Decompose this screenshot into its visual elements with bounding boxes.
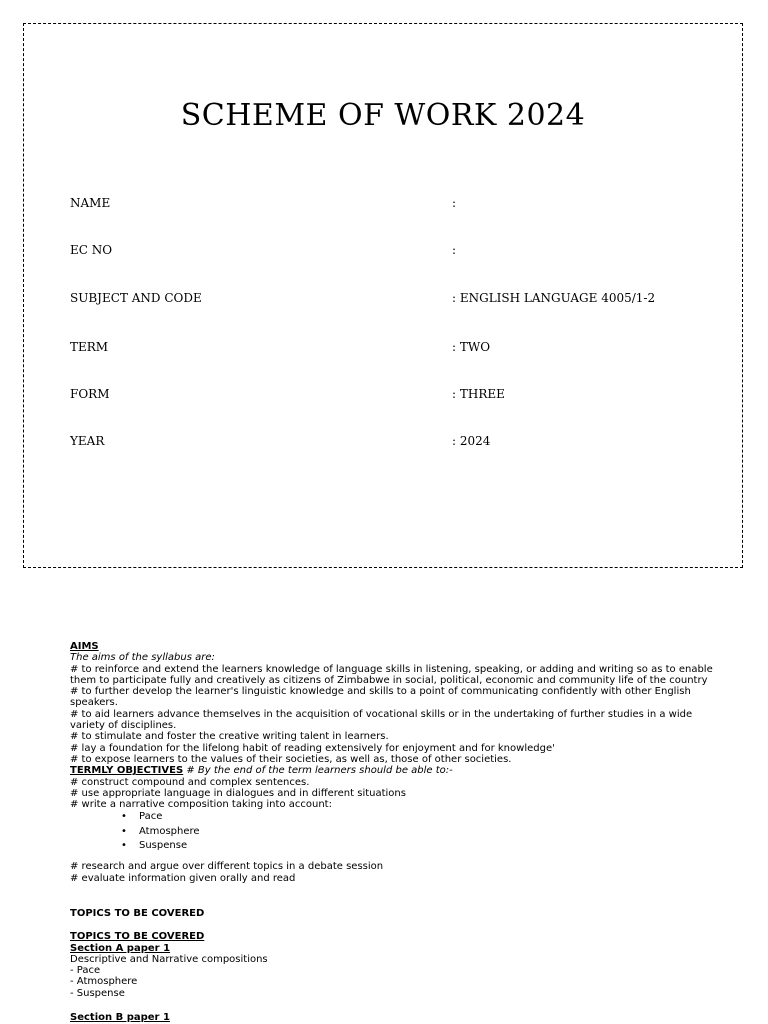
field-label: EC NO <box>70 243 113 257</box>
document-title: SCHEME OF WORK 2024 <box>180 98 586 133</box>
section-a-line: - Pace <box>70 965 101 977</box>
topics-heading: TOPICS TO BE COVERED <box>70 907 205 919</box>
list-item: • Suspense <box>70 839 720 853</box>
field-label: FORM <box>70 387 110 401</box>
field-label: TERM <box>70 340 109 354</box>
list-item: • Pace <box>70 810 720 824</box>
objectives-intro: By the end of the term learners should be able to:- <box>197 765 453 777</box>
field-label: YEAR <box>70 434 105 448</box>
objective-item: # use appropriate language in dialogues and in different situations <box>70 787 406 799</box>
objectives-hash: # <box>183 765 198 777</box>
field-value: : THREE <box>452 387 505 401</box>
field-label: SUBJECT AND CODE <box>70 291 202 305</box>
field-value: : <box>452 196 457 210</box>
aims-item: # to reinforce and extend the learners knowledge of language skills in listening, speaking, or adding and writing so as to enable them to participate fully and creatively as citizens of Zimbabwe in social, political, economic and community life of the country <box>70 663 713 686</box>
field-value: : TWO <box>452 340 491 354</box>
aims-item: # to stimulate and foster the creative writing talent in learners. <box>70 731 389 743</box>
aims-item: # lay a foundation for the lifelong habit of reading extensively for enjoyment and for knowledge' <box>70 742 555 754</box>
objective-item: # construct compound and complex sentences. <box>70 776 310 788</box>
section-a-heading: Section A paper 1 <box>70 942 171 954</box>
section-a-line: Descriptive and Narrative compositions <box>70 953 268 965</box>
aims-item: # to expose learners to the values of their societies, as well as, those of other societies. <box>70 753 512 765</box>
field-label: NAME <box>70 196 111 210</box>
objective-item: # evaluate information given orally and read <box>70 872 296 884</box>
field-value: : 2024 <box>452 434 491 448</box>
objectives-heading: TERMLY OBJECTIVES <box>70 765 184 777</box>
field-value: : <box>452 243 457 257</box>
objective-item: # research and argue over different topics in a debate session <box>70 861 384 873</box>
topics-heading-underlined: TOPICS TO BE COVERED <box>70 931 205 943</box>
section-a-line: - Suspense <box>70 987 125 999</box>
list-item: • Atmosphere <box>70 825 720 839</box>
section-b-heading: Section B paper 1 <box>70 1012 170 1024</box>
aims-intro: The aims of the syllabus are: <box>70 652 215 664</box>
objectives-line <box>70 765 720 776</box>
composition-elements-list <box>70 810 720 853</box>
aims-item: # to further develop the learner's linguistic knowledge and skills to a point of communicating confidently with other English speakers. <box>70 686 691 709</box>
section-a-line: - Atmosphere <box>70 976 138 988</box>
aims-heading: AIMS <box>70 641 99 652</box>
objective-item: # write a narrative composition taking into account: <box>70 799 332 811</box>
field-value: : ENGLISH LANGUAGE 4005/1-2 <box>452 291 656 305</box>
document-body <box>70 641 720 1023</box>
cover-box <box>23 23 743 568</box>
aims-item: # to aid learners advance themselves in the acquisition of vocational skills or in the undertaking of further studies in a wide variety of disciplines. <box>70 708 693 732</box>
